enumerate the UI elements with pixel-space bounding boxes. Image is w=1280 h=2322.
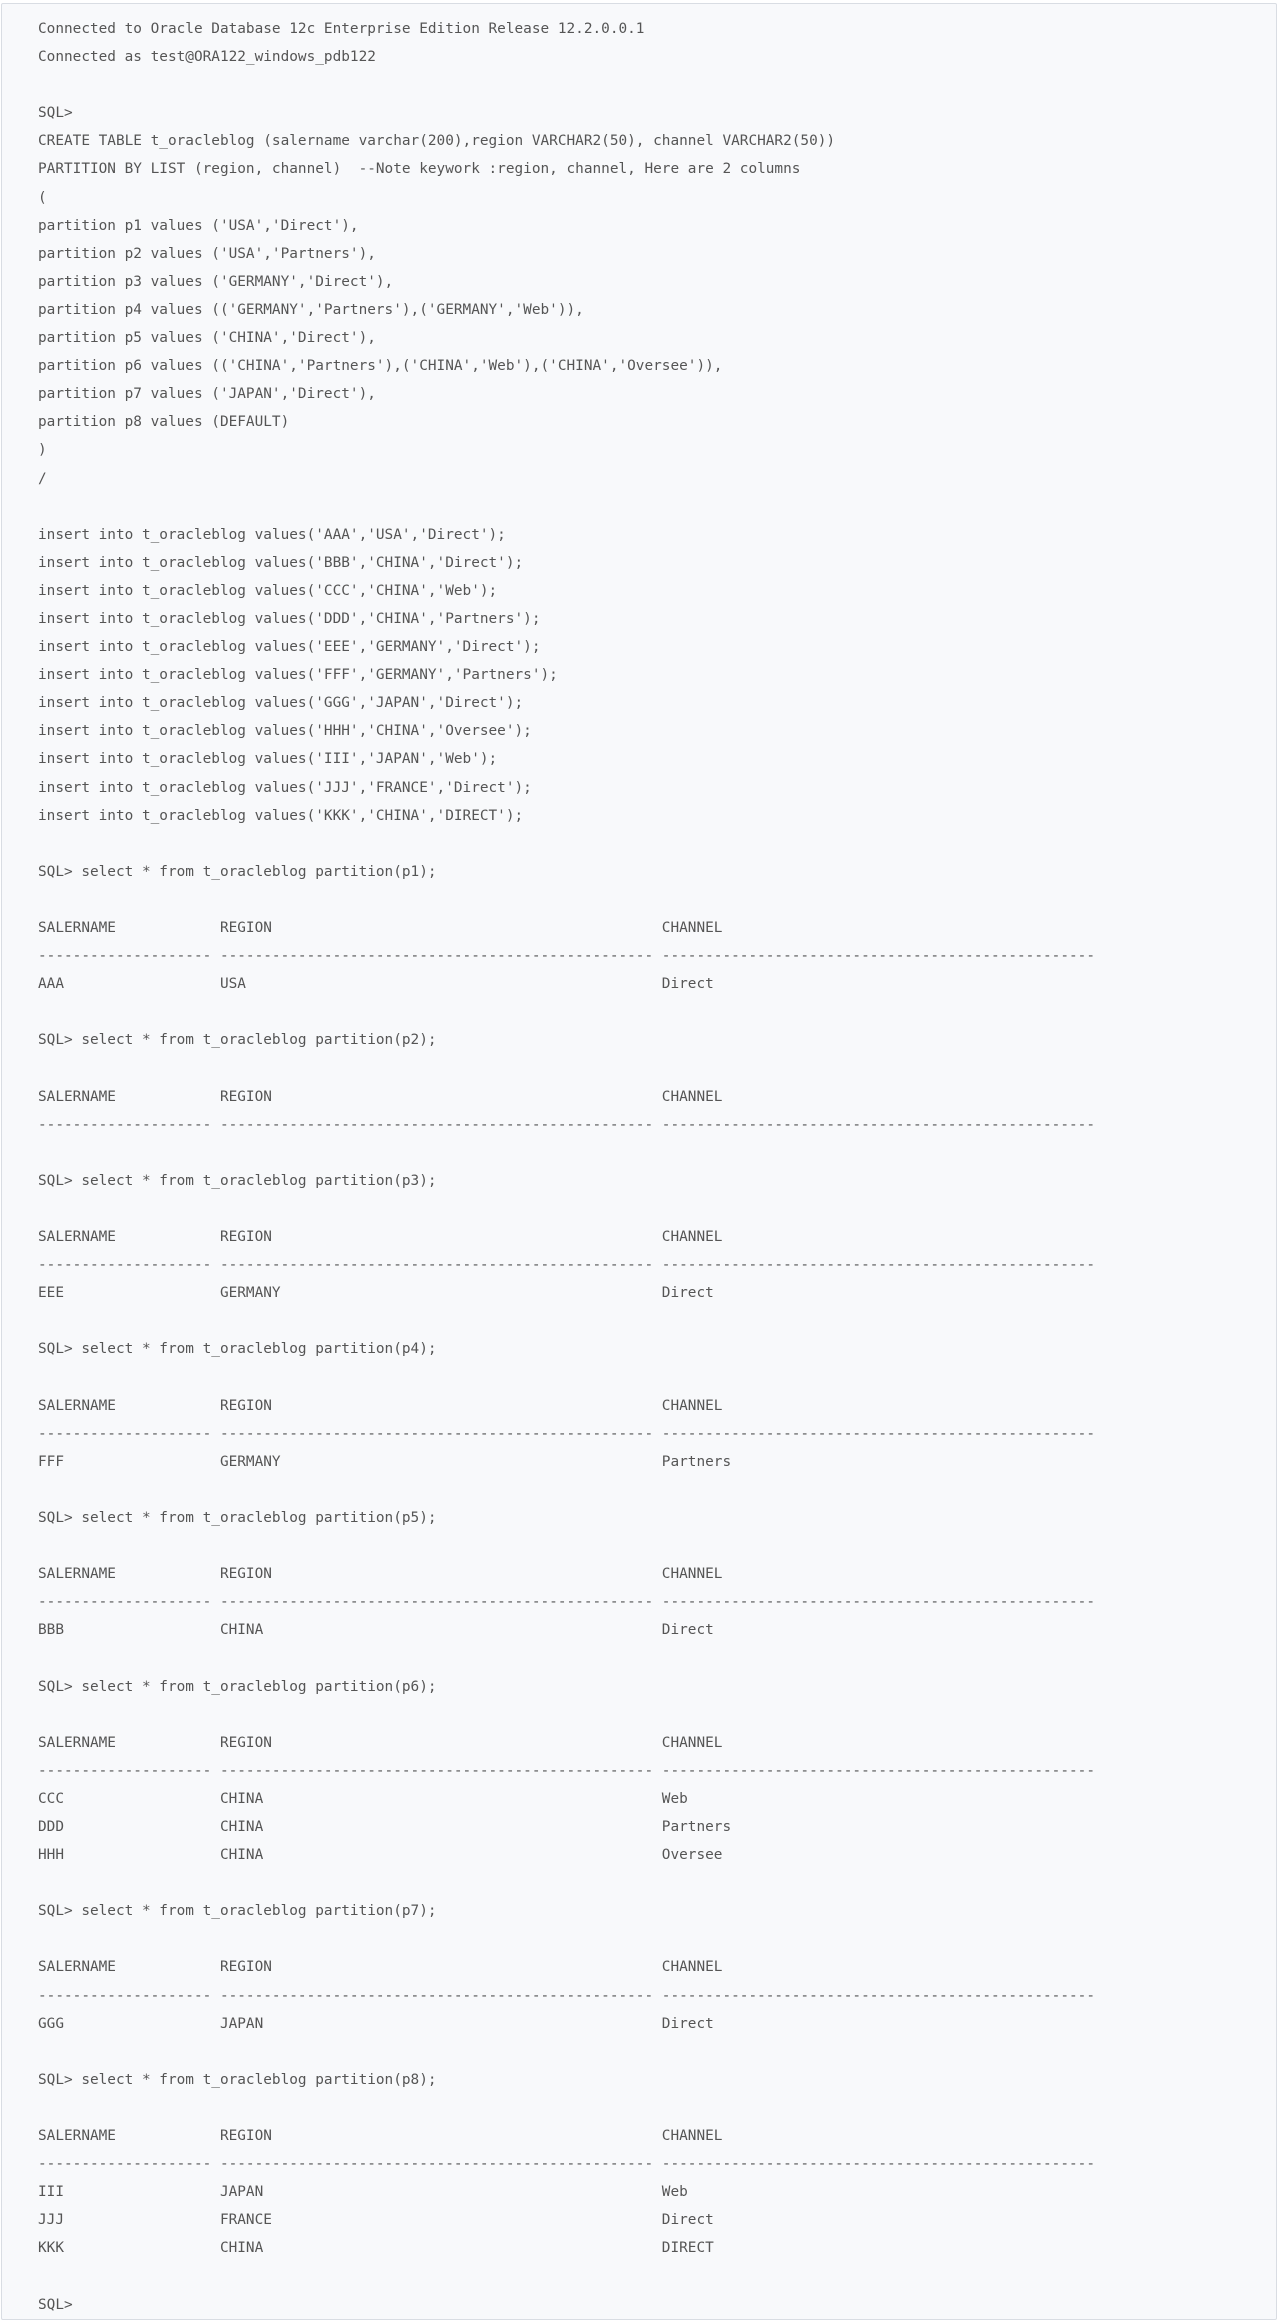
console-line: -------------------- -------------------------------------------------- --------------------------------------------------: [38, 1987, 1095, 2004]
console-line: -------------------- -------------------------------------------------- --------------------------------------------------: [38, 1425, 1095, 1442]
console-line: SQL> select * from t_oracleblog partition(p8);: [38, 2071, 437, 2088]
console-line: partition p3 values ('GERMANY','Direct'),: [38, 273, 394, 290]
console-line: insert into t_oracleblog values('III','JAPAN','Web');: [38, 751, 498, 768]
console-line: III JAPAN Web: [38, 2184, 688, 2201]
console-line: [38, 830, 1095, 858]
console-line: partition p8 values (DEFAULT): [38, 414, 290, 431]
console-line: CCC CHINA Web: [38, 1790, 688, 1807]
console-line: [38, 1925, 1095, 1953]
console-line: -------------------- -------------------------------------------------- --------------------------------------------------: [38, 1594, 1095, 1611]
console-line: insert into t_oracleblog values('BBB','CHINA','Direct');: [38, 554, 524, 571]
console-line: [38, 493, 1095, 521]
console-line: partition p6 values (('CHINA','Partners'),('CHINA','Web'),('CHINA','Oversee')),: [38, 358, 723, 375]
console-line: SALERNAME REGION CHANNEL: [38, 2128, 723, 2145]
console-line: PARTITION BY LIST (region, channel) --Note keywork :region, channel, Here are 2 columns: [38, 161, 801, 178]
console-line: -------------------- -------------------------------------------------- --------------------------------------------------: [38, 948, 1095, 965]
console-line: [38, 2094, 1095, 2122]
console-line: partition p2 values ('USA','Partners'),: [38, 245, 376, 262]
console-line: [38, 1476, 1095, 1504]
console-line: SALERNAME REGION CHANNEL: [38, 1734, 723, 1751]
console-line: SALERNAME REGION CHANNEL: [38, 1088, 723, 1105]
console-line: insert into t_oracleblog values('GGG','JAPAN','Direct');: [38, 695, 524, 712]
console-line: SQL> select * from t_oracleblog partition(p3);: [38, 1172, 437, 1189]
console-line: SALERNAME REGION CHANNEL: [38, 1566, 723, 1583]
console-line: [38, 1532, 1095, 1560]
console-line: [38, 1307, 1095, 1335]
console-line: SQL>: [38, 105, 73, 122]
console-line: Connected to Oracle Database 12c Enterprise Edition Release 12.2.0.0.1: [38, 21, 645, 37]
console-line: partition p1 values ('USA','Direct'),: [38, 217, 359, 234]
console-line: CREATE TABLE t_oracleblog (salername varchar(200),region VARCHAR2(50), channel VARCHAR2(50)): [38, 133, 836, 150]
console-line: SQL> select * from t_oracleblog partition(p6);: [38, 1678, 437, 1695]
console-line: [38, 1139, 1095, 1167]
console-line: [38, 2038, 1095, 2066]
console-line: [38, 1054, 1095, 1082]
console-line: insert into t_oracleblog values('HHH','CHINA','Oversee');: [38, 723, 532, 740]
console-line: SQL>: [38, 2296, 73, 2313]
console-line: partition p7 values ('JAPAN','Direct'),: [38, 386, 376, 403]
console-line: ): [38, 442, 47, 459]
console-line: BBB CHINA Direct: [38, 1622, 714, 1639]
console-line: DDD CHINA Partners: [38, 1819, 732, 1835]
console-line: partition p5 values ('CHINA','Direct'),: [38, 330, 376, 347]
console-line: [38, 71, 1095, 99]
console-line: [38, 1364, 1095, 1392]
console-line: /: [38, 470, 47, 487]
console-line: [38, 1701, 1095, 1729]
console-line: KKK CHINA DIRECT: [38, 2240, 714, 2257]
console-line: HHH CHINA Oversee: [38, 1847, 723, 1864]
console-line: [38, 998, 1095, 1026]
console-line: insert into t_oracleblog values('FFF','GERMANY','Partners');: [38, 667, 558, 684]
console-line: insert into t_oracleblog values('KKK','CHINA','DIRECT');: [38, 807, 524, 824]
console-line: [38, 886, 1095, 914]
console-line: insert into t_oracleblog values('JJJ','FRANCE','Direct');: [38, 779, 532, 796]
console-line: insert into t_oracleblog values('DDD','CHINA','Partners');: [38, 610, 541, 627]
console-line: [38, 1644, 1095, 1672]
console-line: [38, 1869, 1095, 1897]
console-line: Connected as test@ORA122_windows_pdb122: [38, 49, 376, 66]
console-line: (: [38, 189, 47, 206]
console-line: SALERNAME REGION CHANNEL: [38, 1959, 723, 1976]
console-line: GGG JAPAN Direct: [38, 2015, 714, 2032]
console-line: -------------------- -------------------------------------------------- --------------------------------------------------: [38, 1762, 1095, 1779]
console-line: [38, 2263, 1095, 2291]
console-line: insert into t_oracleblog values('AAA','USA','Direct');: [38, 526, 506, 543]
console-lines: [38, 15, 1095, 2319]
console-line: SQL> select * from t_oracleblog partition(p5);: [38, 1509, 437, 1526]
console-line: FFF GERMANY Partners: [38, 1453, 732, 1470]
console-line: SALERNAME REGION CHANNEL: [38, 920, 723, 936]
console-line: SQL> select * from t_oracleblog partition(p1);: [38, 863, 437, 880]
console-line: -------------------- -------------------------------------------------- --------------------------------------------------: [38, 1257, 1095, 1274]
console-line: EEE GERMANY Direct: [38, 1285, 714, 1302]
console-line: AAA USA Direct: [38, 976, 714, 993]
console-line: SQL> select * from t_oracleblog partition(p2);: [38, 1032, 437, 1049]
console-line: -------------------- -------------------------------------------------- --------------------------------------------------: [38, 2156, 1095, 2173]
console-line: SALERNAME REGION CHANNEL: [38, 1229, 723, 1246]
console-line: SALERNAME REGION CHANNEL: [38, 1397, 723, 1414]
sql-console-output: [1, 3, 1277, 2320]
console-line: insert into t_oracleblog values('EEE','GERMANY','Direct');: [38, 639, 541, 656]
console-line: JJJ FRANCE Direct: [38, 2212, 714, 2229]
console-line: insert into t_oracleblog values('CCC','CHINA','Web');: [38, 582, 498, 599]
console-line: [38, 1195, 1095, 1223]
console-line: partition p4 values (('GERMANY','Partners'),('GERMANY','Web')),: [38, 301, 584, 318]
console-line: SQL> select * from t_oracleblog partition(p4);: [38, 1341, 437, 1358]
console-line: SQL> select * from t_oracleblog partition(p7);: [38, 1903, 437, 1920]
console-line: -------------------- -------------------------------------------------- --------------------------------------------------: [38, 1116, 1095, 1133]
